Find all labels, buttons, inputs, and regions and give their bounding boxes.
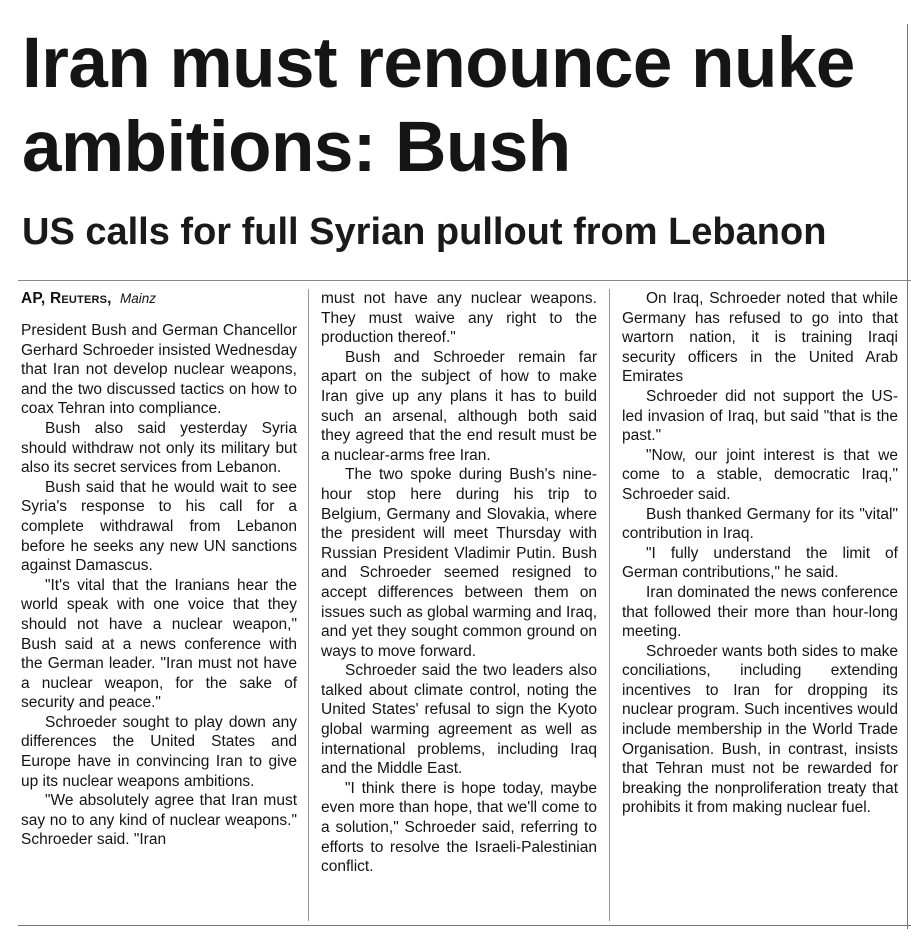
article-column-3 [622, 289, 898, 818]
paragraph: Schroeder said the two leaders also talked about climate control, noting the United States' refusal to sign the Kyoto global warming agreement as well as international problems, including Iraq and the Middle East. [321, 662, 597, 778]
article-column-1 [21, 289, 297, 850]
paragraph: "I think there is hope today, maybe even more than hope, that we'll come to a solution," Schroeder said, referring to efforts to resolve the Israeli-Palestinian conflict. [321, 779, 597, 876]
paragraph: "It's vital that the Iranians hear the world speak with one voice that they should not have a nuclear weapon," Bush said at a news conference with the German leader. "Iran must not have a nuclear weapon, for the sake of security and peace." [21, 576, 297, 712]
paragraph: Bush and Schroeder remain far apart on the subject of how to make Iran give up any plans it has to build such an arsenal, although both said they agreed that the end result must be a nuclear-arms free Iran. [321, 348, 597, 464]
paragraph: Schroeder did not support the US-led invasion of Iraq, but said "that is the past." [622, 387, 898, 445]
paragraph: On Iraq, Schroeder noted that while Germany has refused to go into that wartorn nation, it is training Iraqi security officers in the United Arab Emirates [622, 290, 898, 386]
paragraph: The two spoke during Bush's nine-hour stop here during his trip to Belgium, Germany and Slovakia, where the president will meet Thursday with Russian President Vladimir Putin. Bush and Schroeder seemed resigned to accept differences between them on issues such as global warming and Iraq, and yet they sought common ground on ways to move forward. [321, 466, 597, 660]
top-divider [18, 280, 911, 281]
paragraph: Bush thanked Germany for its "vital" contribution in Iraq. [622, 505, 898, 543]
paragraph: Bush said that he would wait to see Syria's response to his call for a complete withdrawal from Lebanon before he seeks any new UN sanctions against Damascus. [21, 478, 297, 575]
byline [21, 289, 297, 308]
paragraph: Bush also said yesterday Syria should withdraw not only its military but also its secret services from Lebanon. [21, 419, 297, 477]
paragraph: must not have any nuclear weapons. They must waive any right to the production thereof." [321, 290, 597, 347]
subheadline: US calls for full Syrian pullout from Lebanon [22, 211, 827, 253]
article-column-2 [321, 289, 597, 877]
bottom-border [18, 925, 911, 926]
column-divider-2 [609, 289, 610, 921]
paragraph: President Bush and German Chancellor Gerhard Schroeder insisted Wednesday that Iran not develop nuclear weapons, and the two discussed tactics on how to coax Tehran into compliance. [21, 322, 297, 418]
paragraph: Iran dominated the news conference that followed their more than hour-long meeting. [622, 583, 898, 641]
byline-agencies: AP, Reuters, [21, 290, 112, 307]
paragraph: "Now, our joint interest is that we come to a stable, democratic Iraq," Schroeder said. [622, 446, 898, 503]
paragraph: "We absolutely agree that Iran must say no to any kind of nuclear weapons." Schroeder said. "Iran [21, 792, 297, 849]
paragraph: Schroeder sought to play down any differences the United States and Europe have in convincing Iran to give up its nuclear weapons ambitions. [21, 713, 297, 790]
column-divider-1 [308, 289, 309, 921]
headline: Iran must renounce nuke ambitions: Bush [22, 24, 855, 187]
right-border [907, 24, 908, 929]
paragraph: "I fully understand the limit of German contributions," he said. [622, 544, 898, 582]
byline-place: Mainz [119, 291, 156, 306]
paragraph: Schroeder wants both sides to make conciliations, including extending incentives to Iran for dropping its nuclear program. Such incentives would include membership in the World Trade Organisation. Bush, in contrast, insists that Tehran must not be rewarded for breaking the nonproliferation treaty that prohibits it from making nuclear fuel. [622, 642, 898, 817]
